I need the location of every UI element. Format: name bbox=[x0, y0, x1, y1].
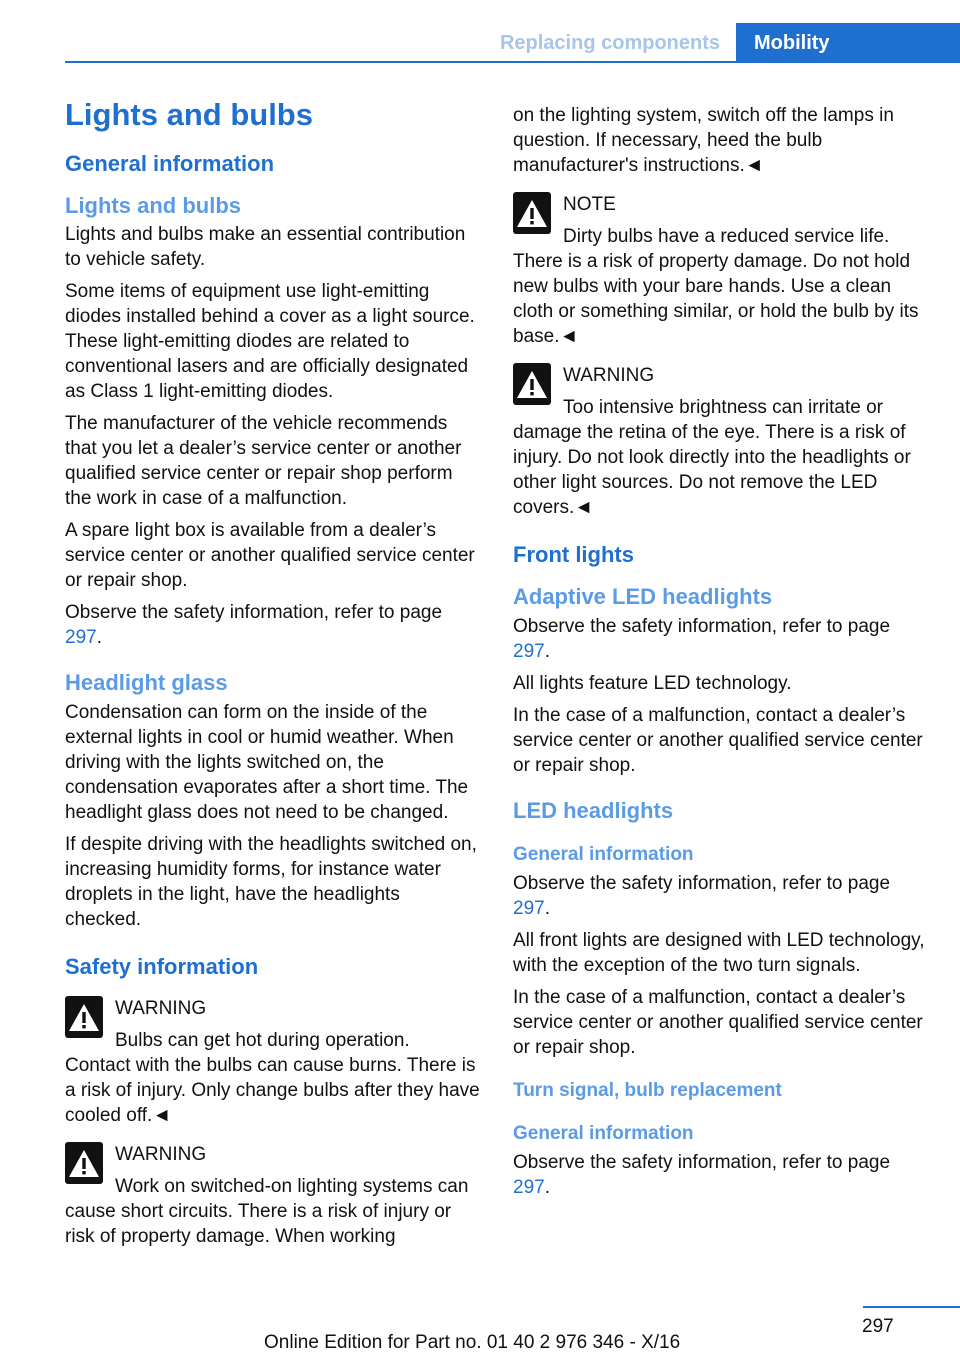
heading-turn-signal-bulb-replacement: Turn signal, bulb replacement bbox=[513, 1079, 782, 1101]
paragraph: The manufacturer of the vehicle recommends that you let a dealer’s service center or another qualified service center or repair shop perform the work in case of a malfunction. bbox=[65, 413, 462, 510]
footer-rule bbox=[863, 1306, 960, 1308]
heading-general-information: General information bbox=[65, 150, 275, 176]
heading-general-information: General information bbox=[513, 844, 694, 866]
paragraph-continued: on the lighting system, switch off the lamps in question. If necessary, heed the bulb manufacturer's instructions.◄ bbox=[513, 105, 894, 176]
paragraph: Lights and bulbs make an essential contribution to vehicle safety. bbox=[65, 224, 466, 271]
page-number: 297 bbox=[862, 1316, 894, 1337]
paragraph-text: Observe the safety information, refer to page bbox=[513, 1151, 891, 1173]
note-text: Dirty bulbs have a reduced service life. There is a risk of property damage. Do not hold new bulbs with your bare hands. Use a clean cloth or something similar, or hold the bulb by its base.◄ bbox=[513, 226, 919, 347]
page-reference-link[interactable]: 297 bbox=[513, 1176, 545, 1198]
header-rule bbox=[65, 61, 960, 63]
paragraph: Observe the safety information, refer to page 297. bbox=[513, 615, 891, 662]
right-column bbox=[513, 103, 931, 1207]
warning-triangle-icon bbox=[513, 363, 551, 405]
heading-headlight-glass: Headlight glass bbox=[65, 670, 228, 696]
warning-text: Work on switched-on lighting systems can cause short circuits. There is a risk of injury or risk of property damage. When working bbox=[65, 1176, 469, 1248]
warning-block bbox=[513, 363, 931, 520]
warning-triangle-icon bbox=[65, 1142, 103, 1184]
heading-lights-and-bulbs: Lights and bulbs bbox=[65, 193, 241, 219]
paragraph: Observe the safety information, refer to page 297. bbox=[65, 602, 443, 649]
note-title: NOTE bbox=[563, 194, 616, 215]
paragraph: In the case of a malfunction, contact a dealer’s service center or another qualified service center or repair shop. bbox=[513, 986, 923, 1058]
warning-title: WARNING bbox=[115, 998, 207, 1020]
page-reference-link[interactable]: 297 bbox=[65, 627, 97, 649]
paragraph: If despite driving with the headlights switched on, increasing humidity forms, for instance water droplets in the light, have the headlights checked. bbox=[65, 833, 477, 930]
paragraph: In the case of a malfunction, contact a dealer’s service center or another qualified service center or repair shop. bbox=[513, 704, 923, 776]
warning-text: Bulbs can get hot during operation. Contact with the bulbs can cause burns. There is a risk of injury. Only change bulbs after they have cooled off.◄ bbox=[65, 1030, 480, 1127]
paragraph: Observe the safety information, refer to page 297. bbox=[513, 1151, 891, 1198]
page-title: Lights and bulbs bbox=[65, 97, 313, 132]
left-column bbox=[65, 97, 480, 1263]
note-block bbox=[513, 192, 931, 349]
paragraph: Some items of equipment use light-emitting diodes installed behind a cover as a light source. These light-emitting diodes are related to conventional lasers and are officially designated as Class 1 light-emitting diodes. bbox=[65, 281, 475, 403]
page-reference-link[interactable]: 297 bbox=[513, 897, 545, 919]
heading-adaptive-led-headlights: Adaptive LED headlights bbox=[513, 584, 773, 610]
warning-triangle-icon bbox=[65, 996, 103, 1038]
header-tab-mobility: Mobility bbox=[736, 23, 960, 63]
footer-edition-text: Online Edition for Part no. 01 40 2 976 346 - X/16 bbox=[264, 1332, 681, 1353]
warning-text: Too intensive brightness can irritate or damage the retina of the eye. There is a risk of injury. Do not look directly into the headlights or other light sources. Do not remove the LED covers.◄ bbox=[513, 397, 911, 518]
paragraph: A spare light box is available from a dealer’s service center or another qualified service center or repair shop. bbox=[65, 520, 475, 592]
paragraph: All front lights are designed with LED technology, with the exception of the two turn signals. bbox=[513, 929, 925, 976]
warning-block bbox=[65, 996, 480, 1128]
warning-triangle-icon bbox=[513, 192, 551, 234]
header-section-title: Replacing components bbox=[499, 32, 720, 54]
paragraph: Observe the safety information, refer to page 297. bbox=[513, 872, 891, 919]
heading-led-headlights: LED headlights bbox=[513, 797, 674, 823]
heading-front-lights: Front lights bbox=[513, 542, 634, 567]
paragraph-text: Observe the safety information, refer to page bbox=[513, 615, 891, 637]
heading-general-information: General information bbox=[513, 1122, 694, 1144]
paragraph-text: Observe the safety information, refer to page bbox=[513, 872, 891, 894]
paragraph-text: Observe the safety information, refer to page bbox=[65, 602, 443, 624]
paragraph: All lights feature LED technology. bbox=[513, 672, 792, 694]
warning-title: WARNING bbox=[563, 365, 655, 386]
warning-block bbox=[65, 1142, 480, 1249]
page-reference-link[interactable]: 297 bbox=[513, 640, 545, 662]
heading-safety-information: Safety information bbox=[65, 953, 259, 979]
paragraph: Condensation can form on the inside of the external lights in cool or humid weather. When driving with the lights switched on, the condensation evaporates after a short time. The headlight glass does not need to be changed. bbox=[65, 701, 469, 823]
warning-title: WARNING bbox=[115, 1144, 207, 1166]
